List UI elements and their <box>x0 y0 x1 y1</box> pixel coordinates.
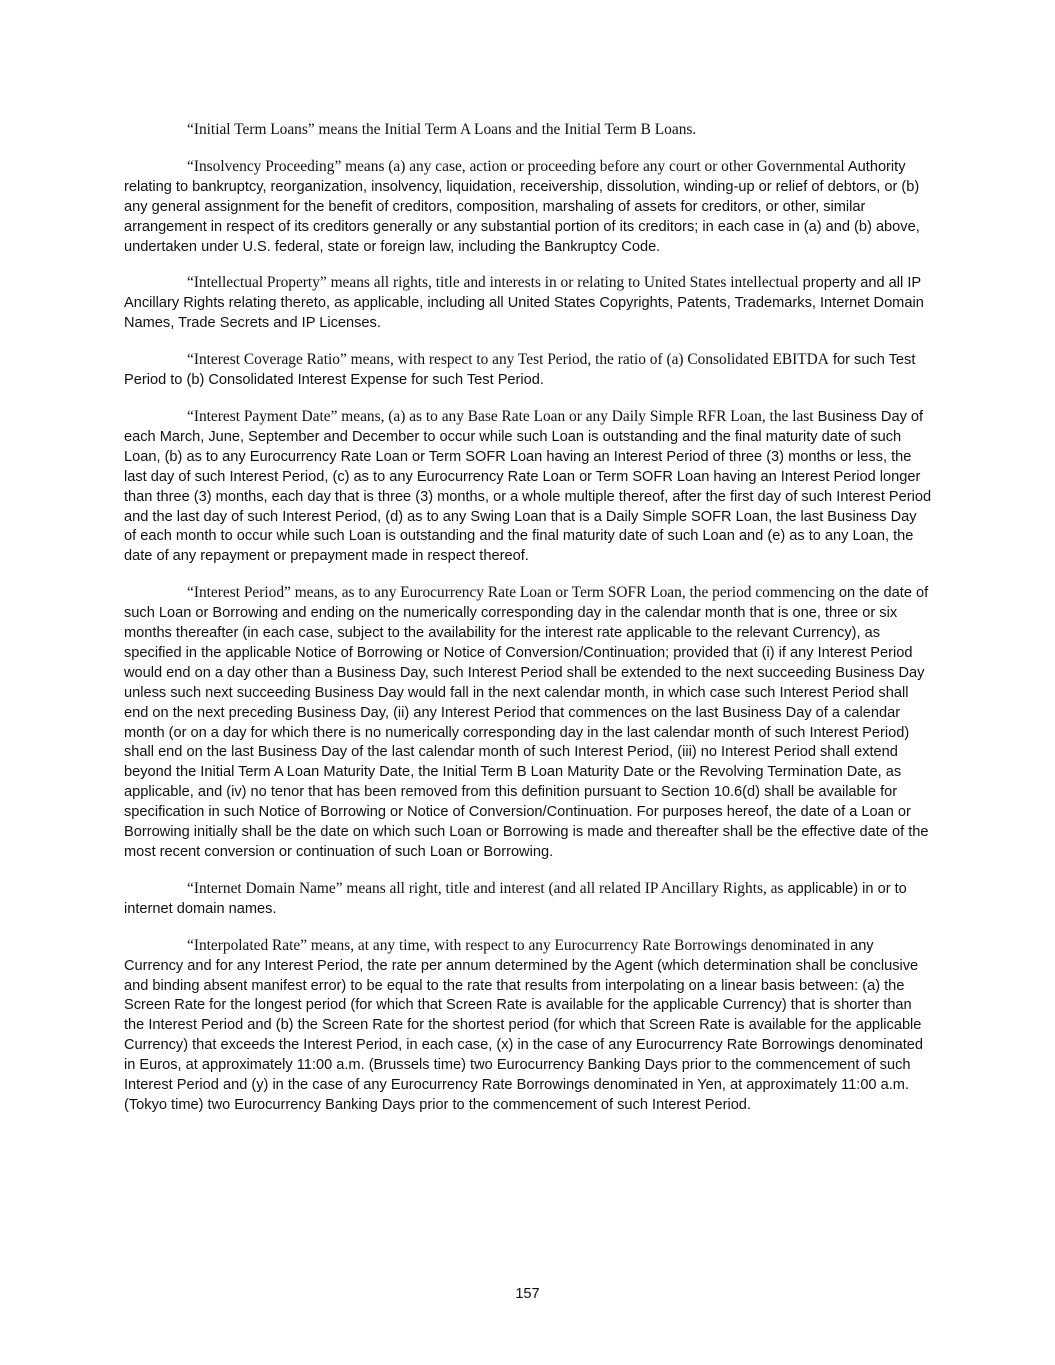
definition-insolvency-proceeding <box>124 157 932 258</box>
page-number: 157 <box>515 1286 540 1302</box>
document-page <box>124 120 932 1132</box>
definition-intellectual-property <box>124 273 932 334</box>
definition-initial-term-loans <box>124 120 932 141</box>
definition-lead: “Interest Period” means, as to any Eurocurrency Rate Loan or Term SOFR Loan, the period commencing <box>187 584 835 602</box>
definition-body: property and all IP Ancillary Rights relating thereto, as applicable, including all United States Copyrights, Patents, Trademarks, Internet Domain Names, Trade Secrets and IP Licenses. <box>124 275 924 332</box>
definition-body: for such Test Period to (b) Consolidated Interest Expense for such Test Period. <box>124 352 916 389</box>
definition-interest-period <box>124 583 932 863</box>
definition-lead: “Internet Domain Name” means all right, title and interest (and all related IP Ancillary Rights, as <box>187 879 784 897</box>
definition-lead: “Insolvency Proceeding” means (a) any case, action or proceeding before any court or other Governmental <box>187 157 845 175</box>
definition-interpolated-rate <box>124 936 932 1116</box>
definition-lead: “Intellectual Property” means all rights, title and interests in or relating to United States intellectual <box>187 274 799 292</box>
definition-lead: “Initial Term Loans” means the Initial Term A Loans and the Initial Term B Loans. <box>187 121 697 138</box>
definition-internet-domain-name <box>124 879 932 920</box>
definition-lead: “Interest Coverage Ratio” means, with respect to any Test Period, the ratio of (a) Consolidated EBITDA <box>187 351 829 369</box>
definition-body: applicable) in or to internet domain names. <box>124 880 907 917</box>
definition-lead: “Interpolated Rate” means, at any time, with respect to any Eurocurrency Rate Borrowings denominated in <box>187 936 847 954</box>
definition-body: Authority relating to bankruptcy, reorganization, insolvency, liquidation, receivership, dissolution, winding-up or relief of debtors, or (b) any general assignment for the benefit of creditors, composition, marshaling of assets for creditors, or other, similar arrangement in respect of its creditors generally or any substantial portion of its creditors; in each case in (a) and (b) above, undertaken under U.S. federal, state or foreign law, including the Bankruptcy Code. <box>124 158 920 255</box>
definition-interest-payment-date <box>124 407 932 567</box>
definition-lead: “Interest Payment Date” means, (a) as to any Base Rate Loan or any Daily Simple RFR Loan, the last <box>187 407 814 425</box>
definition-body: Business Day of each March, June, September and December to occur while such Loan is outstanding and the final maturity date of such Loan, (b) as to any Eurocurrency Rate Loan or Term SOFR Loan having an Interest Period of three (3) months or less, the last day of such Interest Period, (c) as to any Eurocurrency Rate Loan or Term SOFR Loan having an Interest Period longer than three (3) months, each day that is three (3) months, or a whole multiple thereof, after the first day of such Interest Period and the last day of such Interest Period, (d) as to any Swing Loan that is a Daily Simple SOFR Loan, the last Business Day of each month to occur while such Loan is outstanding and the final maturity date of such Loan and (e) as to any Loan, the date of any repayment or prepayment made in respect thereof. <box>124 408 932 565</box>
definition-interest-coverage-ratio <box>124 350 932 391</box>
definition-body: any Currency and for any Interest Period, the rate per annum determined by the Agent (which determination shall be conclusive and binding absent manifest error) to be equal to the rate that results from interpolating on a linear basis between: (a) the Screen Rate for the longest period (for which that Screen Rate is available for the applicable Currency) that is shorter than the Interest Period and (b) the Screen Rate for the shortest period (for which that Screen Rate is available for the applicable Currency) that exceeds the Interest Period, in each case, (x) in the case of any Eurocurrency Rate Borrowings denominated in Euros, at approximately 11:00 a.m. (Brussels time) two Eurocurrency Banking Days prior to the commencement of such Interest Period and (y) in the case of any Eurocurrency Rate Borrowings denominated in Yen, at approximately 11:00 a.m. (Tokyo time) two Eurocurrency Banking Days prior to the commencement of such Interest Period. <box>124 937 924 1113</box>
definition-body: on the date of such Loan or Borrowing and ending on the numerically corresponding day in the calendar month that is one, three or six months thereafter (in each case, subject to the availability for the interest rate applicable to the relevant Currency), as specified in the applicable Notice of Borrowing or Notice of Conversion/Continuation; provided that (i) if any Interest Period would end on a day other than a Business Day, such Interest Period shall be extended to the next succeeding Business Day unless such next succeeding Business Day would fall in the next calendar month, in which case such Interest Period shall end on the next preceding Business Day, (ii) any Interest Period that commences on the last Business Day of a calendar month (or on a day for which there is no numerically corresponding day in the last calendar month of such Interest Period) shall end on the last Business Day of the last calendar month of such Interest Period, (iii) no Interest Period shall extend beyond the Initial Term A Loan Maturity Date, the Initial Term B Loan Maturity Date or the Revolving Termination Date, as applicable, and (iv) no tenor that has been removed from this definition pursuant to Section 10.6(d) shall be available for specification in such Notice of Borrowing or Notice of Conversion/Continuation. For purposes hereof, the date of a Loan or Borrowing initially shall be the date on which such Loan or Borrowing is made and thereafter shall be the effective date of the most recent conversion or continuation of such Loan or Borrowing. <box>124 585 929 860</box>
